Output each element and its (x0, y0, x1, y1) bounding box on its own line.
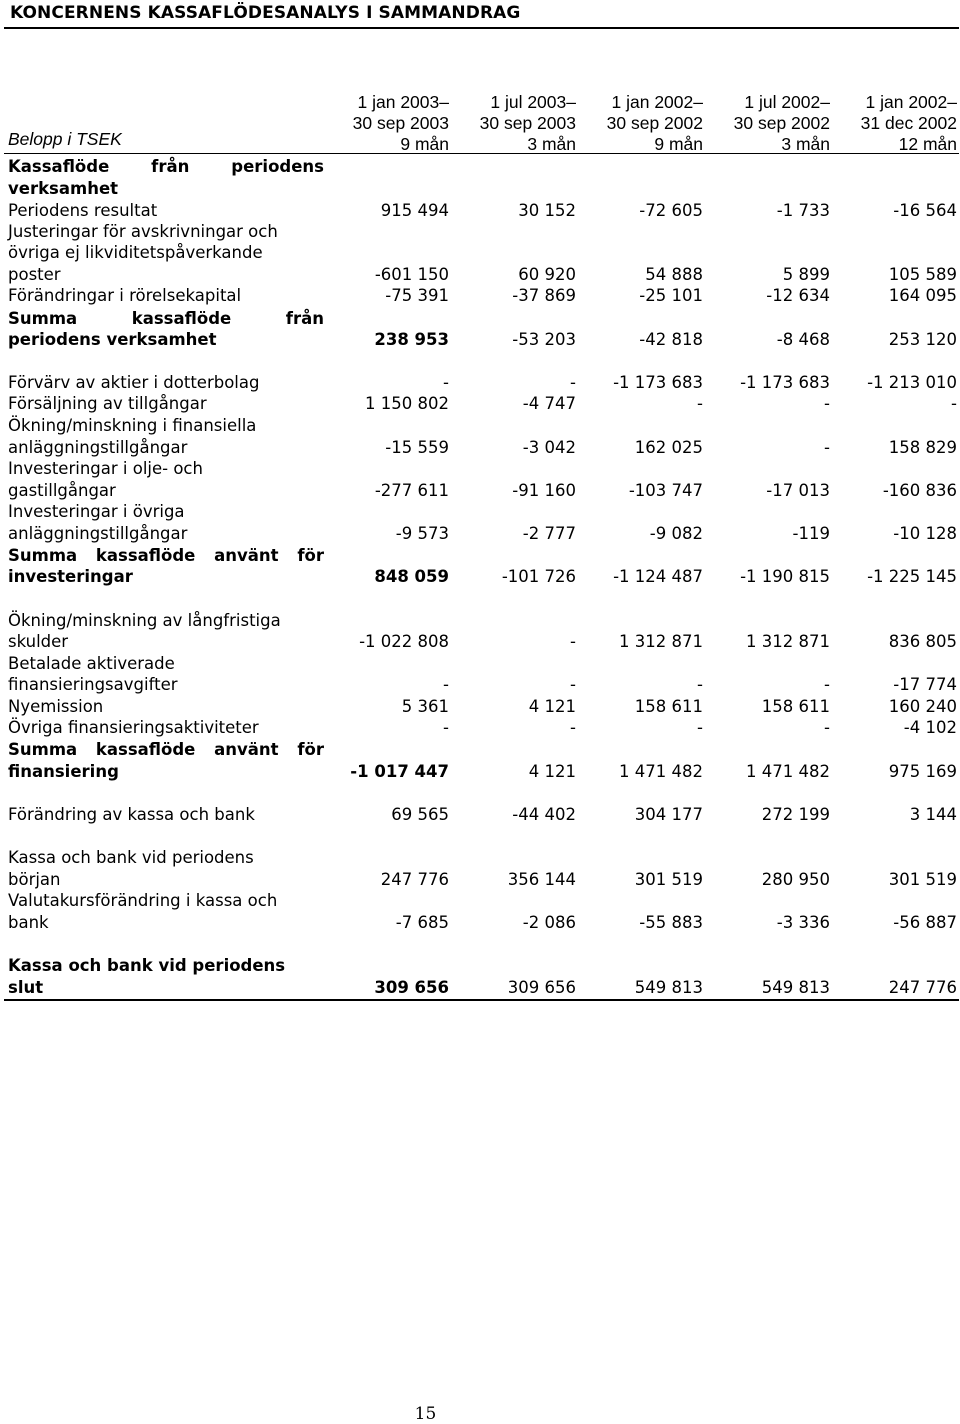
value-cell: 4 121 (528, 762, 576, 781)
value-cell: - (824, 438, 830, 457)
value-cell: 836 805 (888, 632, 957, 651)
value-cell: 60 920 (518, 265, 576, 284)
row-label: Nyemission (8, 697, 104, 716)
row-label: investeringar (8, 567, 133, 586)
column-header-line: 9 mån (400, 134, 449, 154)
value-cell: 1 471 482 (619, 762, 703, 781)
value-cell: - (697, 394, 703, 413)
label-word: använt (214, 546, 279, 565)
value-cell: -25 101 (639, 286, 703, 305)
row-label: Övriga finansieringsaktiviteter (8, 718, 259, 737)
row-label: Valutakursförändring i kassa och (8, 891, 278, 910)
table-bottom-rule (4, 999, 959, 1001)
value-cell: 54 888 (645, 265, 703, 284)
value-cell: 1 312 871 (746, 632, 830, 651)
row-label: Justeringar för avskrivningar och (8, 222, 278, 241)
value-cell: 301 519 (888, 870, 957, 889)
value-cell: - (697, 718, 703, 737)
label-word: Summa (8, 740, 78, 759)
row-label: Ökning/minskning i finansiella (8, 416, 257, 435)
row-label: finansieringsavgifter (8, 675, 178, 694)
value-cell: -15 559 (385, 438, 449, 457)
value-cell: 253 120 (888, 330, 957, 349)
value-cell: -1 225 145 (867, 567, 957, 586)
column-header-line: 30 sep 2002 (606, 113, 703, 133)
heading-word: från (151, 157, 190, 176)
column-header-line: 30 sep 2002 (733, 113, 830, 133)
value-cell: 549 813 (634, 978, 703, 997)
value-cell: -1 017 447 (350, 762, 449, 781)
value-cell: - (570, 718, 576, 737)
value-cell: - (443, 675, 449, 694)
value-cell: 301 519 (634, 870, 703, 889)
value-cell: 1 471 482 (746, 762, 830, 781)
row-label: övriga ej likviditetspåverkande (8, 243, 263, 262)
column-header-line: 31 dec 2002 (860, 113, 957, 133)
value-cell: -1 173 683 (740, 373, 830, 392)
row-label: Försäljning av tillgångar (8, 394, 207, 413)
value-cell: -17 774 (893, 675, 957, 694)
label-word: kassaflöde (95, 546, 196, 565)
column-header-line: 30 sep 2003 (479, 113, 576, 133)
heading-word: periodens (231, 157, 324, 176)
value-cell: -1 124 487 (613, 567, 703, 586)
column-header-4 (734, 92, 830, 155)
column-header-line: 30 sep 2003 (352, 113, 449, 133)
header-divider (4, 153, 959, 154)
row-label: Förändringar i rörelsekapital (8, 286, 242, 305)
column-header-1 (353, 92, 449, 155)
value-cell: 3 144 (909, 805, 957, 824)
value-cell: - (443, 718, 449, 737)
value-cell: 304 177 (634, 805, 703, 824)
row-label: Periodens resultat (8, 201, 158, 220)
value-cell: 272 199 (761, 805, 830, 824)
value-cell: -1 733 (776, 201, 830, 220)
value-cell: -3 336 (776, 913, 830, 932)
row-label: bank (8, 913, 49, 932)
row-label (8, 545, 324, 566)
row-label: periodens verksamhet (8, 330, 217, 349)
value-cell: -55 883 (639, 913, 703, 932)
column-header-5 (861, 92, 957, 155)
label-word: Summa (8, 309, 78, 328)
value-cell: -42 818 (639, 330, 703, 349)
value-cell: -2 086 (522, 913, 576, 932)
value-cell: 247 776 (380, 870, 449, 889)
value-cell: -75 391 (385, 286, 449, 305)
value-cell: - (570, 373, 576, 392)
section-heading: verksamhet (8, 179, 119, 198)
column-header-line: 1 jul 2002– (744, 92, 830, 112)
value-cell: - (570, 632, 576, 651)
value-cell: -1 213 010 (867, 373, 957, 392)
row-label: Investeringar i övriga (8, 502, 185, 521)
row-label: början (8, 870, 61, 889)
value-cell: -9 082 (649, 524, 703, 543)
value-cell: - (697, 675, 703, 694)
value-cell: -1 022 808 (359, 632, 449, 651)
heading-word: Kassaflöde (8, 157, 110, 176)
value-cell: 309 656 (507, 978, 576, 997)
row-label: Förvärv av aktier i dotterbolag (8, 373, 260, 392)
value-cell: 162 025 (634, 438, 703, 457)
value-cell: - (951, 394, 957, 413)
document-title: KONCERNENS KASSAFLÖDESANALYS I SAMMANDRAG (10, 3, 521, 23)
value-cell: 30 152 (518, 201, 576, 220)
value-cell: -91 160 (512, 481, 576, 500)
section-heading (8, 156, 324, 177)
value-cell: -7 685 (395, 913, 449, 932)
value-cell: - (570, 675, 576, 694)
column-header-line: 1 jan 2003– (357, 92, 449, 112)
value-cell: 160 240 (888, 697, 957, 716)
value-cell: -72 605 (639, 201, 703, 220)
value-cell: 309 656 (374, 978, 449, 997)
column-header-line: 1 jan 2002– (865, 92, 957, 112)
value-cell: 158 611 (634, 697, 703, 716)
value-cell: -4 102 (903, 718, 957, 737)
value-cell: -12 634 (766, 286, 830, 305)
value-cell: -8 468 (776, 330, 830, 349)
row-label (8, 739, 324, 760)
value-cell: 69 565 (391, 805, 449, 824)
value-cell: -17 013 (766, 481, 830, 500)
value-cell: 549 813 (761, 978, 830, 997)
value-cell: - (824, 394, 830, 413)
value-cell: 280 950 (761, 870, 830, 889)
row-label: Kassa och bank vid periodens (8, 848, 254, 867)
amount-unit-label: Belopp i TSEK (8, 129, 122, 149)
value-cell: -601 150 (374, 265, 449, 284)
value-cell: -101 726 (501, 567, 576, 586)
value-cell: -10 128 (893, 524, 957, 543)
value-cell: -103 747 (628, 481, 703, 500)
row-label: Ökning/minskning av långfristiga (8, 611, 281, 630)
value-cell: -44 402 (512, 805, 576, 824)
value-cell: -53 203 (512, 330, 576, 349)
value-cell: 247 776 (888, 978, 957, 997)
page-number: 15 (414, 1404, 437, 1424)
value-cell: -1 173 683 (613, 373, 703, 392)
label-word: Summa (8, 546, 78, 565)
label-word: använt (214, 740, 279, 759)
value-cell: -9 573 (395, 524, 449, 543)
row-label: slut (8, 978, 44, 997)
value-cell: 4 121 (528, 697, 576, 716)
row-label (8, 308, 324, 329)
label-word: från (285, 309, 324, 328)
value-cell: -16 564 (893, 201, 957, 220)
column-header-3 (607, 92, 703, 155)
row-label: gastillgångar (8, 481, 116, 500)
column-header-line: 3 mån (781, 134, 830, 154)
row-label: Betalade aktiverade (8, 654, 175, 673)
value-cell: -2 777 (522, 524, 576, 543)
label-word: för (297, 546, 324, 565)
value-cell: -160 836 (882, 481, 957, 500)
row-label: finansiering (8, 762, 119, 781)
value-cell: 1 312 871 (619, 632, 703, 651)
column-header-line: 1 jul 2003– (490, 92, 576, 112)
value-cell: 848 059 (374, 567, 449, 586)
value-cell: -37 869 (512, 286, 576, 305)
column-header-line: 1 jan 2002– (611, 92, 703, 112)
value-cell: - (443, 373, 449, 392)
value-cell: 356 144 (507, 870, 576, 889)
value-cell: 5 899 (782, 265, 830, 284)
row-label: skulder (8, 632, 69, 651)
column-header-2 (480, 92, 576, 155)
column-header-line: 3 mån (527, 134, 576, 154)
row-label: anläggningstillgångar (8, 438, 188, 457)
value-cell: -4 747 (522, 394, 576, 413)
value-cell: -119 (792, 524, 830, 543)
label-word: kassaflöde (95, 740, 196, 759)
row-label: poster (8, 265, 61, 284)
column-header-line: 9 mån (654, 134, 703, 154)
row-label: Förändring av kassa och bank (8, 805, 255, 824)
title-bar (4, 0, 959, 29)
value-cell: 105 589 (888, 265, 957, 284)
label-word: kassaflöde (131, 309, 232, 328)
value-cell: 975 169 (888, 762, 957, 781)
value-cell: 158 829 (888, 438, 957, 457)
value-cell: -3 042 (522, 438, 576, 457)
row-label: Kassa och bank vid periodens (8, 956, 286, 975)
value-cell: - (824, 718, 830, 737)
value-cell: -56 887 (893, 913, 957, 932)
value-cell: -1 190 815 (740, 567, 830, 586)
value-cell: - (824, 675, 830, 694)
value-cell: 158 611 (761, 697, 830, 716)
value-cell: 915 494 (380, 201, 449, 220)
value-cell: 5 361 (401, 697, 449, 716)
value-cell: -277 611 (374, 481, 449, 500)
value-cell: 164 095 (888, 286, 957, 305)
row-label: Investeringar i olje- och (8, 459, 203, 478)
label-word: för (297, 740, 324, 759)
row-label: anläggningstillgångar (8, 524, 188, 543)
value-cell: 1 150 802 (365, 394, 449, 413)
value-cell: 238 953 (374, 330, 449, 349)
column-header-line: 12 mån (898, 134, 957, 154)
